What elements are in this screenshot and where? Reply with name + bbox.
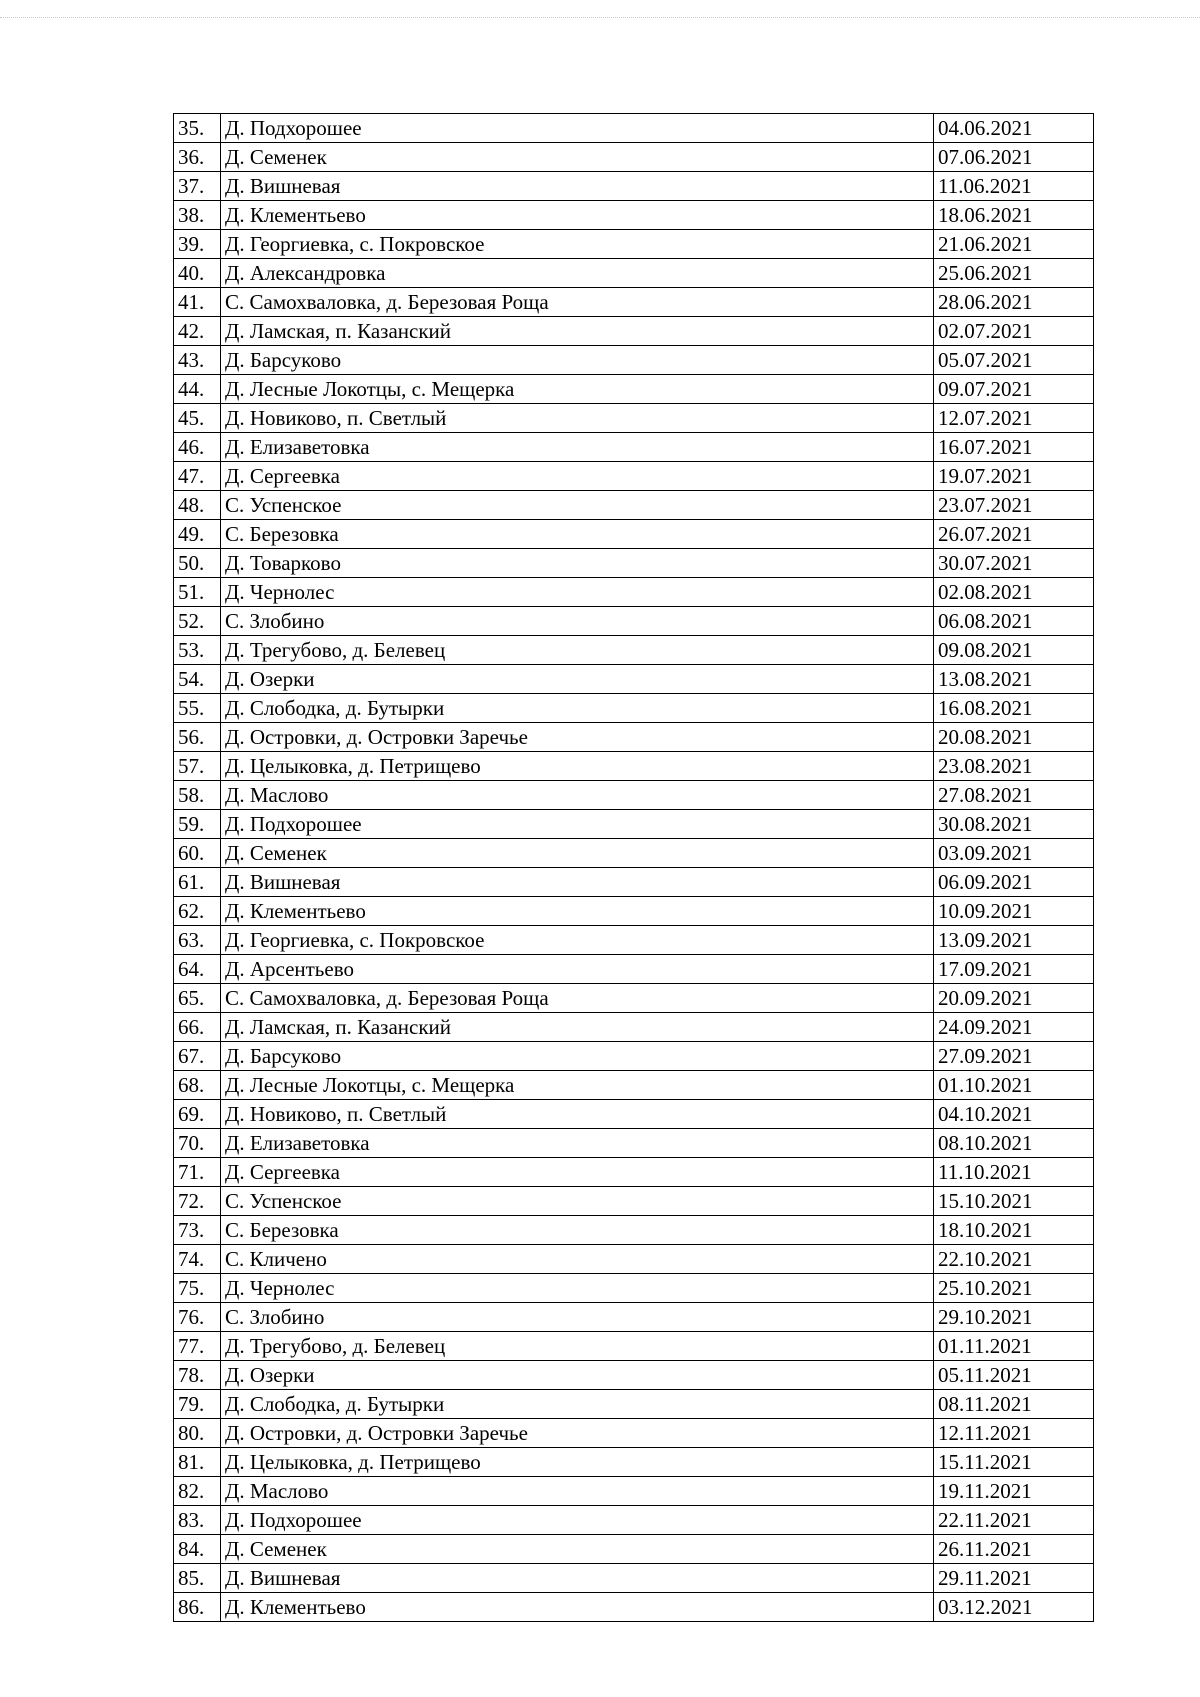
row-number: 62. bbox=[174, 897, 221, 926]
row-number: 81. bbox=[174, 1448, 221, 1477]
settlement-name: Д. Ламская, п. Казанский bbox=[221, 317, 934, 346]
table-row bbox=[174, 1216, 1094, 1245]
visit-date: 16.07.2021 bbox=[934, 433, 1094, 462]
visit-date: 29.10.2021 bbox=[934, 1303, 1094, 1332]
settlement-name: Д. Чернолес bbox=[221, 578, 934, 607]
schedule-body bbox=[174, 114, 1094, 1622]
settlement-name: С. Березовка bbox=[221, 1216, 934, 1245]
row-number: 45. bbox=[174, 404, 221, 433]
settlement-name: С. Самохваловка, д. Березовая Роща bbox=[221, 984, 934, 1013]
table-row bbox=[174, 1100, 1094, 1129]
visit-date: 15.10.2021 bbox=[934, 1187, 1094, 1216]
settlement-name: Д. Новиково, п. Светлый bbox=[221, 1100, 934, 1129]
table-row bbox=[174, 1593, 1094, 1622]
settlement-name: Д. Вишневая bbox=[221, 1564, 934, 1593]
visit-date: 17.09.2021 bbox=[934, 955, 1094, 984]
table-row bbox=[174, 375, 1094, 404]
table-row bbox=[174, 259, 1094, 288]
row-number: 43. bbox=[174, 346, 221, 375]
visit-date: 19.11.2021 bbox=[934, 1477, 1094, 1506]
table-row bbox=[174, 1129, 1094, 1158]
settlement-name: Д. Елизаветовка bbox=[221, 433, 934, 462]
settlement-name: Д. Семенек bbox=[221, 1535, 934, 1564]
settlement-name: Д. Подхорошее bbox=[221, 810, 934, 839]
table-row bbox=[174, 723, 1094, 752]
visit-date: 27.09.2021 bbox=[934, 1042, 1094, 1071]
visit-date: 10.09.2021 bbox=[934, 897, 1094, 926]
settlement-name: С. Кличено bbox=[221, 1245, 934, 1274]
row-number: 54. bbox=[174, 665, 221, 694]
table-row bbox=[174, 897, 1094, 926]
visit-date: 16.08.2021 bbox=[934, 694, 1094, 723]
row-number: 75. bbox=[174, 1274, 221, 1303]
table-row bbox=[174, 1535, 1094, 1564]
table-row bbox=[174, 172, 1094, 201]
settlement-name: Д. Озерки bbox=[221, 1361, 934, 1390]
row-number: 51. bbox=[174, 578, 221, 607]
settlement-name: С. Злобино bbox=[221, 607, 934, 636]
settlement-name: Д. Целыковка, д. Петрищево bbox=[221, 1448, 934, 1477]
table-row bbox=[174, 491, 1094, 520]
visit-date: 18.10.2021 bbox=[934, 1216, 1094, 1245]
table-row bbox=[174, 1187, 1094, 1216]
row-number: 67. bbox=[174, 1042, 221, 1071]
row-number: 56. bbox=[174, 723, 221, 752]
settlement-name: Д. Клементьево bbox=[221, 897, 934, 926]
visit-date: 04.06.2021 bbox=[934, 114, 1094, 143]
table-row bbox=[174, 607, 1094, 636]
row-number: 46. bbox=[174, 433, 221, 462]
row-number: 72. bbox=[174, 1187, 221, 1216]
visit-date: 26.11.2021 bbox=[934, 1535, 1094, 1564]
row-number: 38. bbox=[174, 201, 221, 230]
settlement-name: С. Березовка bbox=[221, 520, 934, 549]
visit-date: 02.08.2021 bbox=[934, 578, 1094, 607]
visit-date: 23.07.2021 bbox=[934, 491, 1094, 520]
visit-date: 13.08.2021 bbox=[934, 665, 1094, 694]
settlement-name: Д. Товарково bbox=[221, 549, 934, 578]
settlement-name: Д. Сергеевка bbox=[221, 1158, 934, 1187]
row-number: 48. bbox=[174, 491, 221, 520]
visit-date: 11.06.2021 bbox=[934, 172, 1094, 201]
row-number: 68. bbox=[174, 1071, 221, 1100]
visit-date: 25.10.2021 bbox=[934, 1274, 1094, 1303]
row-number: 61. bbox=[174, 868, 221, 897]
table-row bbox=[174, 694, 1094, 723]
row-number: 50. bbox=[174, 549, 221, 578]
row-number: 37. bbox=[174, 172, 221, 201]
row-number: 64. bbox=[174, 955, 221, 984]
table-row bbox=[174, 810, 1094, 839]
settlement-name: Д. Трегубово, д. Белевец bbox=[221, 1332, 934, 1361]
row-number: 80. bbox=[174, 1419, 221, 1448]
table-row bbox=[174, 665, 1094, 694]
visit-date: 11.10.2021 bbox=[934, 1158, 1094, 1187]
visit-date: 09.08.2021 bbox=[934, 636, 1094, 665]
visit-date: 15.11.2021 bbox=[934, 1448, 1094, 1477]
row-number: 78. bbox=[174, 1361, 221, 1390]
row-number: 52. bbox=[174, 607, 221, 636]
table-row bbox=[174, 1071, 1094, 1100]
table-row bbox=[174, 462, 1094, 491]
settlement-name: Д. Островки, д. Островки Заречье bbox=[221, 1419, 934, 1448]
settlement-name: Д. Маслово bbox=[221, 1477, 934, 1506]
table-row bbox=[174, 288, 1094, 317]
table-row bbox=[174, 1390, 1094, 1419]
visit-date: 05.11.2021 bbox=[934, 1361, 1094, 1390]
settlement-name: Д. Подхорошее bbox=[221, 1506, 934, 1535]
row-number: 73. bbox=[174, 1216, 221, 1245]
row-number: 63. bbox=[174, 926, 221, 955]
visit-date: 08.10.2021 bbox=[934, 1129, 1094, 1158]
row-number: 55. bbox=[174, 694, 221, 723]
settlement-name: Д. Георгиевка, с. Покровское bbox=[221, 926, 934, 955]
visit-date: 23.08.2021 bbox=[934, 752, 1094, 781]
table-row bbox=[174, 317, 1094, 346]
visit-date: 08.11.2021 bbox=[934, 1390, 1094, 1419]
settlement-name: Д. Барсуково bbox=[221, 1042, 934, 1071]
row-number: 82. bbox=[174, 1477, 221, 1506]
row-number: 79. bbox=[174, 1390, 221, 1419]
row-number: 47. bbox=[174, 462, 221, 491]
table-row bbox=[174, 1245, 1094, 1274]
table-row bbox=[174, 955, 1094, 984]
settlement-name: Д. Клементьево bbox=[221, 1593, 934, 1622]
row-number: 59. bbox=[174, 810, 221, 839]
table-row bbox=[174, 114, 1094, 143]
row-number: 58. bbox=[174, 781, 221, 810]
table-row bbox=[174, 143, 1094, 172]
settlement-name: Д. Лесные Локотцы, с. Мещерка bbox=[221, 1071, 934, 1100]
row-number: 71. bbox=[174, 1158, 221, 1187]
visit-date: 03.12.2021 bbox=[934, 1593, 1094, 1622]
settlement-name: С. Самохваловка, д. Березовая Роща bbox=[221, 288, 934, 317]
table-row bbox=[174, 926, 1094, 955]
table-row bbox=[174, 1042, 1094, 1071]
row-number: 60. bbox=[174, 839, 221, 868]
visit-date: 12.11.2021 bbox=[934, 1419, 1094, 1448]
row-number: 44. bbox=[174, 375, 221, 404]
row-number: 40. bbox=[174, 259, 221, 288]
row-number: 36. bbox=[174, 143, 221, 172]
row-number: 74. bbox=[174, 1245, 221, 1274]
visit-date: 21.06.2021 bbox=[934, 230, 1094, 259]
table-row bbox=[174, 868, 1094, 897]
visit-date: 28.06.2021 bbox=[934, 288, 1094, 317]
table-row bbox=[174, 1477, 1094, 1506]
visit-date: 06.08.2021 bbox=[934, 607, 1094, 636]
row-number: 70. bbox=[174, 1129, 221, 1158]
table-row bbox=[174, 578, 1094, 607]
visit-date: 01.10.2021 bbox=[934, 1071, 1094, 1100]
settlement-name: Д. Вишневая bbox=[221, 172, 934, 201]
row-number: 35. bbox=[174, 114, 221, 143]
settlement-name: Д. Лесные Локотцы, с. Мещерка bbox=[221, 375, 934, 404]
visit-date: 13.09.2021 bbox=[934, 926, 1094, 955]
visit-date: 07.06.2021 bbox=[934, 143, 1094, 172]
visit-date: 30.07.2021 bbox=[934, 549, 1094, 578]
visit-date: 26.07.2021 bbox=[934, 520, 1094, 549]
visit-date: 24.09.2021 bbox=[934, 1013, 1094, 1042]
settlement-name: Д. Островки, д. Островки Заречье bbox=[221, 723, 934, 752]
settlement-name: Д. Ламская, п. Казанский bbox=[221, 1013, 934, 1042]
visit-date: 29.11.2021 bbox=[934, 1564, 1094, 1593]
settlement-name: Д. Георгиевка, с. Покровское bbox=[221, 230, 934, 259]
table-row bbox=[174, 230, 1094, 259]
row-number: 85. bbox=[174, 1564, 221, 1593]
row-number: 53. bbox=[174, 636, 221, 665]
table-row bbox=[174, 201, 1094, 230]
row-number: 86. bbox=[174, 1593, 221, 1622]
table-row bbox=[174, 1332, 1094, 1361]
settlement-name: Д. Маслово bbox=[221, 781, 934, 810]
row-number: 77. bbox=[174, 1332, 221, 1361]
table-row bbox=[174, 1419, 1094, 1448]
visit-date: 09.07.2021 bbox=[934, 375, 1094, 404]
table-row bbox=[174, 1506, 1094, 1535]
visit-date: 27.08.2021 bbox=[934, 781, 1094, 810]
table-row bbox=[174, 1303, 1094, 1332]
settlement-name: Д. Арсентьево bbox=[221, 955, 934, 984]
visit-date: 19.07.2021 bbox=[934, 462, 1094, 491]
row-number: 65. bbox=[174, 984, 221, 1013]
settlement-name: Д. Новиково, п. Светлый bbox=[221, 404, 934, 433]
visit-date: 20.09.2021 bbox=[934, 984, 1094, 1013]
settlement-name: Д. Целыковка, д. Петрищево bbox=[221, 752, 934, 781]
visit-date: 25.06.2021 bbox=[934, 259, 1094, 288]
settlement-name: Д. Семенек bbox=[221, 143, 934, 172]
settlement-name: Д. Сергеевка bbox=[221, 462, 934, 491]
row-number: 76. bbox=[174, 1303, 221, 1332]
settlement-name: С. Успенское bbox=[221, 491, 934, 520]
scan-edge-line bbox=[0, 17, 1200, 18]
visit-date: 22.11.2021 bbox=[934, 1506, 1094, 1535]
settlement-name: Д. Барсуково bbox=[221, 346, 934, 375]
visit-date: 03.09.2021 bbox=[934, 839, 1094, 868]
row-number: 42. bbox=[174, 317, 221, 346]
table-row bbox=[174, 752, 1094, 781]
visit-date: 05.07.2021 bbox=[934, 346, 1094, 375]
settlement-name: Д. Подхорошее bbox=[221, 114, 934, 143]
table-row bbox=[174, 549, 1094, 578]
table-row bbox=[174, 1274, 1094, 1303]
visit-date: 01.11.2021 bbox=[934, 1332, 1094, 1361]
row-number: 49. bbox=[174, 520, 221, 549]
settlement-name: Д. Озерки bbox=[221, 665, 934, 694]
settlement-name: Д. Слободка, д. Бутырки bbox=[221, 1390, 934, 1419]
visit-date: 30.08.2021 bbox=[934, 810, 1094, 839]
row-number: 57. bbox=[174, 752, 221, 781]
table-row bbox=[174, 404, 1094, 433]
table-row bbox=[174, 636, 1094, 665]
visit-date: 20.08.2021 bbox=[934, 723, 1094, 752]
settlement-name: Д. Слободка, д. Бутырки bbox=[221, 694, 934, 723]
visit-date: 12.07.2021 bbox=[934, 404, 1094, 433]
row-number: 66. bbox=[174, 1013, 221, 1042]
row-number: 83. bbox=[174, 1506, 221, 1535]
settlement-name: С. Злобино bbox=[221, 1303, 934, 1332]
settlement-name: Д. Александровка bbox=[221, 259, 934, 288]
table-row bbox=[174, 1361, 1094, 1390]
settlement-name: Д. Трегубово, д. Белевец bbox=[221, 636, 934, 665]
table-row bbox=[174, 1448, 1094, 1477]
row-number: 69. bbox=[174, 1100, 221, 1129]
visit-date: 04.10.2021 bbox=[934, 1100, 1094, 1129]
visit-date: 06.09.2021 bbox=[934, 868, 1094, 897]
table-row bbox=[174, 346, 1094, 375]
settlement-name: Д. Клементьево bbox=[221, 201, 934, 230]
row-number: 41. bbox=[174, 288, 221, 317]
schedule-table bbox=[173, 113, 1094, 1622]
table-row bbox=[174, 839, 1094, 868]
table-row bbox=[174, 520, 1094, 549]
settlement-name: Д. Вишневая bbox=[221, 868, 934, 897]
table-row bbox=[174, 433, 1094, 462]
table-row bbox=[174, 1158, 1094, 1187]
visit-date: 18.06.2021 bbox=[934, 201, 1094, 230]
row-number: 84. bbox=[174, 1535, 221, 1564]
row-number: 39. bbox=[174, 230, 221, 259]
settlement-name: Д. Елизаветовка bbox=[221, 1129, 934, 1158]
settlement-name: С. Успенское bbox=[221, 1187, 934, 1216]
table-row bbox=[174, 984, 1094, 1013]
settlement-name: Д. Чернолес bbox=[221, 1274, 934, 1303]
settlement-name: Д. Семенек bbox=[221, 839, 934, 868]
table-row bbox=[174, 1013, 1094, 1042]
table-row bbox=[174, 1564, 1094, 1593]
visit-date: 02.07.2021 bbox=[934, 317, 1094, 346]
table-row bbox=[174, 781, 1094, 810]
visit-date: 22.10.2021 bbox=[934, 1245, 1094, 1274]
